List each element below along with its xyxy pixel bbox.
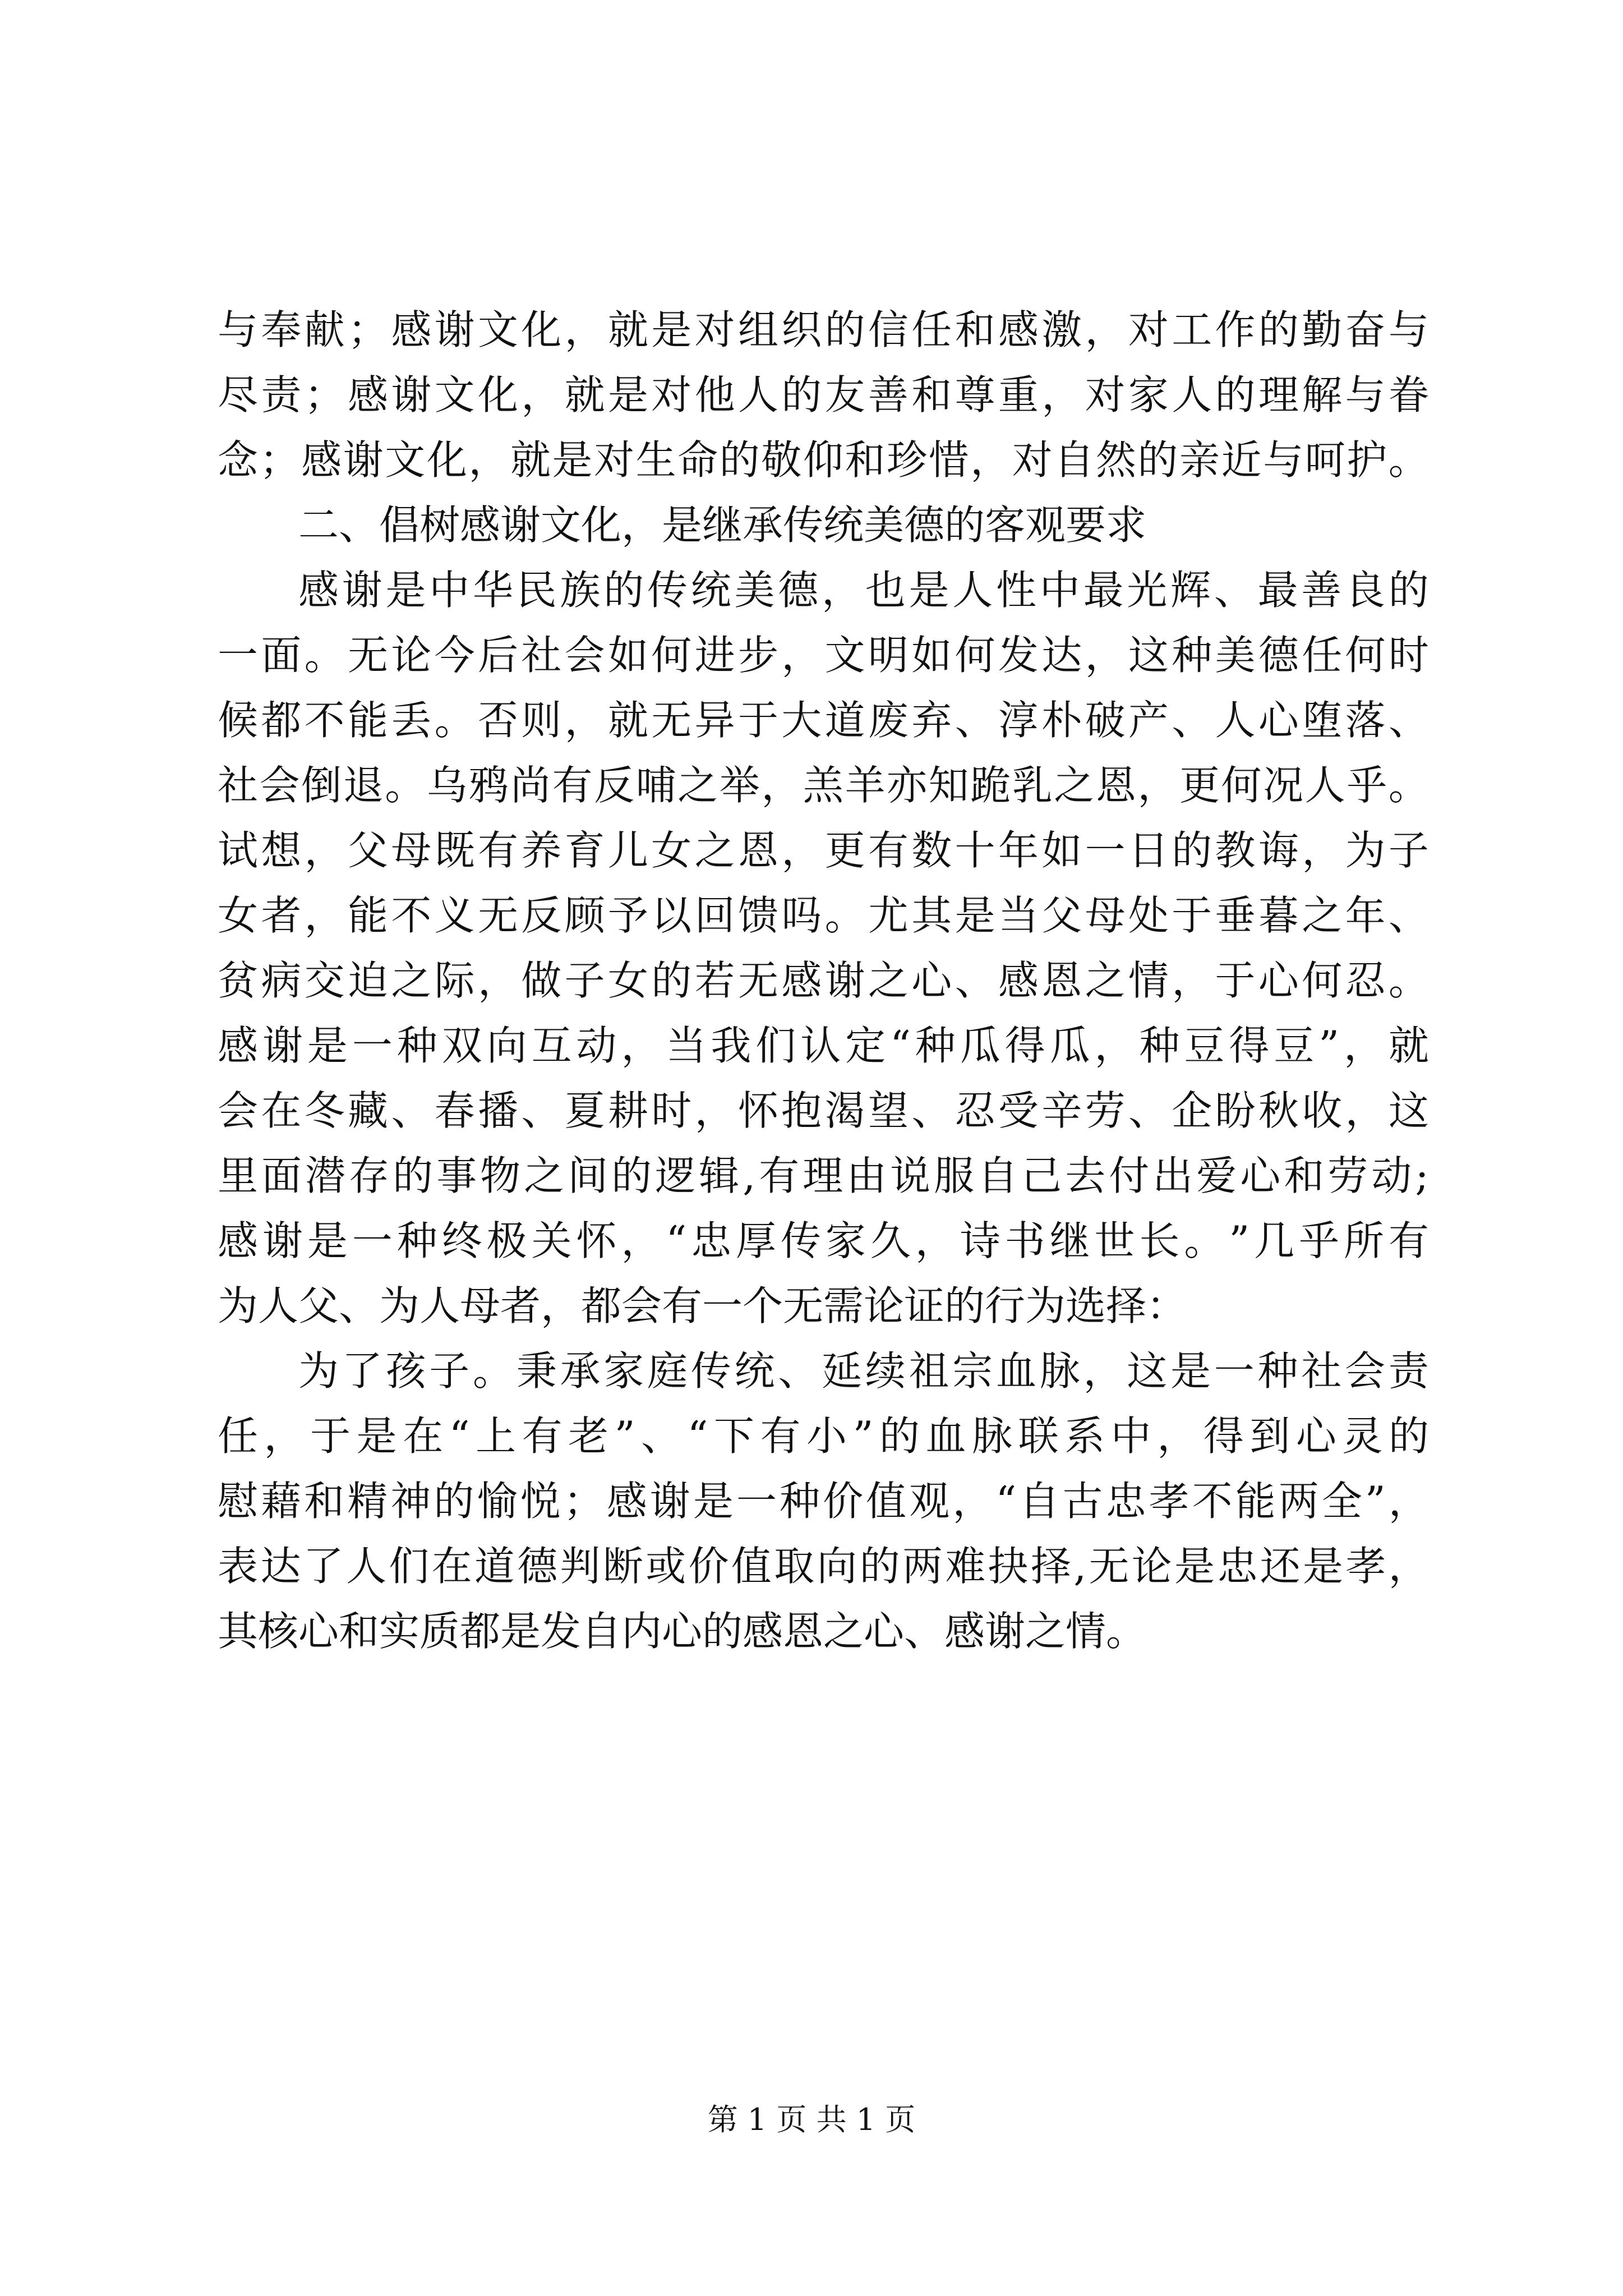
text-line: 里 面 潜 存 的 事 物 之 间 的 逻 辑 , 有 理 由 说 服 自 己 去 付 出 爱 心 和 劳 动 ;	[218, 1152, 1429, 1199]
text-line: 其核心和实质都是发自内心的感恩之心、感谢之情。	[218, 1608, 1147, 1655]
text-line: 为 了 孩 子 。 秉 承 家 庭 传 统 、 延 续 祖 宗 血 脉 ， 这 是 一 种 社 会 责	[298, 1347, 1429, 1395]
text-line: 表 达 了 人 们 在 道 德 判 断 或 价 值 取 向 的 两 难 抉 择 , 无 论 是 忠 还 是 孝 ，	[218, 1543, 1429, 1590]
body-text	[218, 297, 1429, 1664]
text-line: 感 谢 是 一 种 双 向 互 动 ， 当 我 们 认 定 “ 种 瓜 得 瓜 ， 种 豆 得 豆 ” ， 就	[218, 1022, 1429, 1069]
text-line: 为人父、为人母者，都会有一个无需论证的行为选择：	[218, 1282, 1187, 1329]
text-line: 候 都 不 能 丢 。 否 则 ， 就 无 异 于 大 道 废 弃 、 淳 朴 破 产 、 人 心 堕 落 、	[218, 697, 1429, 744]
page-number: 第 1 页 共 1 页	[707, 2102, 916, 2137]
text-line: 贫 病 交 迫 之 际 ， 做 子 女 的 若 无 感 谢 之 心 、 感 恩 之 情 ， 于 心 何 忍 。	[218, 957, 1429, 1004]
text-line: 念 ； 感 谢 文 化 ， 就 是 对 生 命 的 敬 仰 和 珍 惜 ， 对 自 然 的 亲 近 与 呵 护 。	[218, 436, 1429, 484]
text-line: 与 奉 献 ； 感 谢 文 化 ， 就 是 对 组 织 的 信 任 和 感 激 ， 对 工 作 的 勤 奋 与	[218, 306, 1429, 353]
text-line: 感 谢 是 一 种 终 极 关 怀 ， “ 忠 厚 传 家 久 ， 诗 书 继 世 长 。 ” 几 乎 所 有	[218, 1217, 1429, 1264]
text-line: 感 谢 是 中 华 民 族 的 传 统 美 德 ， 也 是 人 性 中 最 光 辉 、 最 善 良 的	[298, 567, 1429, 614]
text-line: 一 面 。 无 论 今 后 社 会 如 何 进 步 ， 文 明 如 何 发 达 ， 这 种 美 德 任 何 时	[218, 632, 1429, 679]
text-line: 试 想 ， 父 母 既 有 养 育 儿 女 之 恩 ， 更 有 数 十 年 如 一 日 的 教 诲 ， 为 子	[218, 827, 1429, 874]
text-line: 尽 责 ； 感 谢 文 化 ， 就 是 对 他 人 的 友 善 和 尊 重 ， 对 家 人 的 理 解 与 眷	[218, 371, 1429, 418]
text-line: 女 者 ， 能 不 义 无 反 顾 予 以 回 馈 吗 。 尤 其 是 当 父 母 处 于 垂 暮 之 年 、	[218, 892, 1429, 939]
page-footer	[0, 2096, 1623, 2139]
text-line: 会 在 冬 藏 、 春 播 、 夏 耕 时 ， 怀 抱 渴 望 、 忍 受 辛 劳 、 企 盼 秋 收 ， 这	[218, 1087, 1429, 1134]
section-heading: 二、倡树感谢文化，是继承传统美德的客观要求	[298, 501, 1147, 549]
text-line: 慰 藉 和 精 神 的 愉 悦 ； 感 谢 是 一 种 价 值 观 ， “ 自 古 忠 孝 不 能 两 全 ” ，	[218, 1478, 1429, 1525]
text-line: 社 会 倒 退 。 乌 鸦 尚 有 反 哺 之 举 ， 羔 羊 亦 知 跪 乳 之 恩 ， 更 何 况 人 乎 。	[218, 762, 1429, 809]
text-line: 任 ， 于 是 在 “ 上 有 老 ” 、 “ 下 有 小 ” 的 血 脉 联 系 中 ， 得 到 心 灵 的	[218, 1412, 1429, 1460]
